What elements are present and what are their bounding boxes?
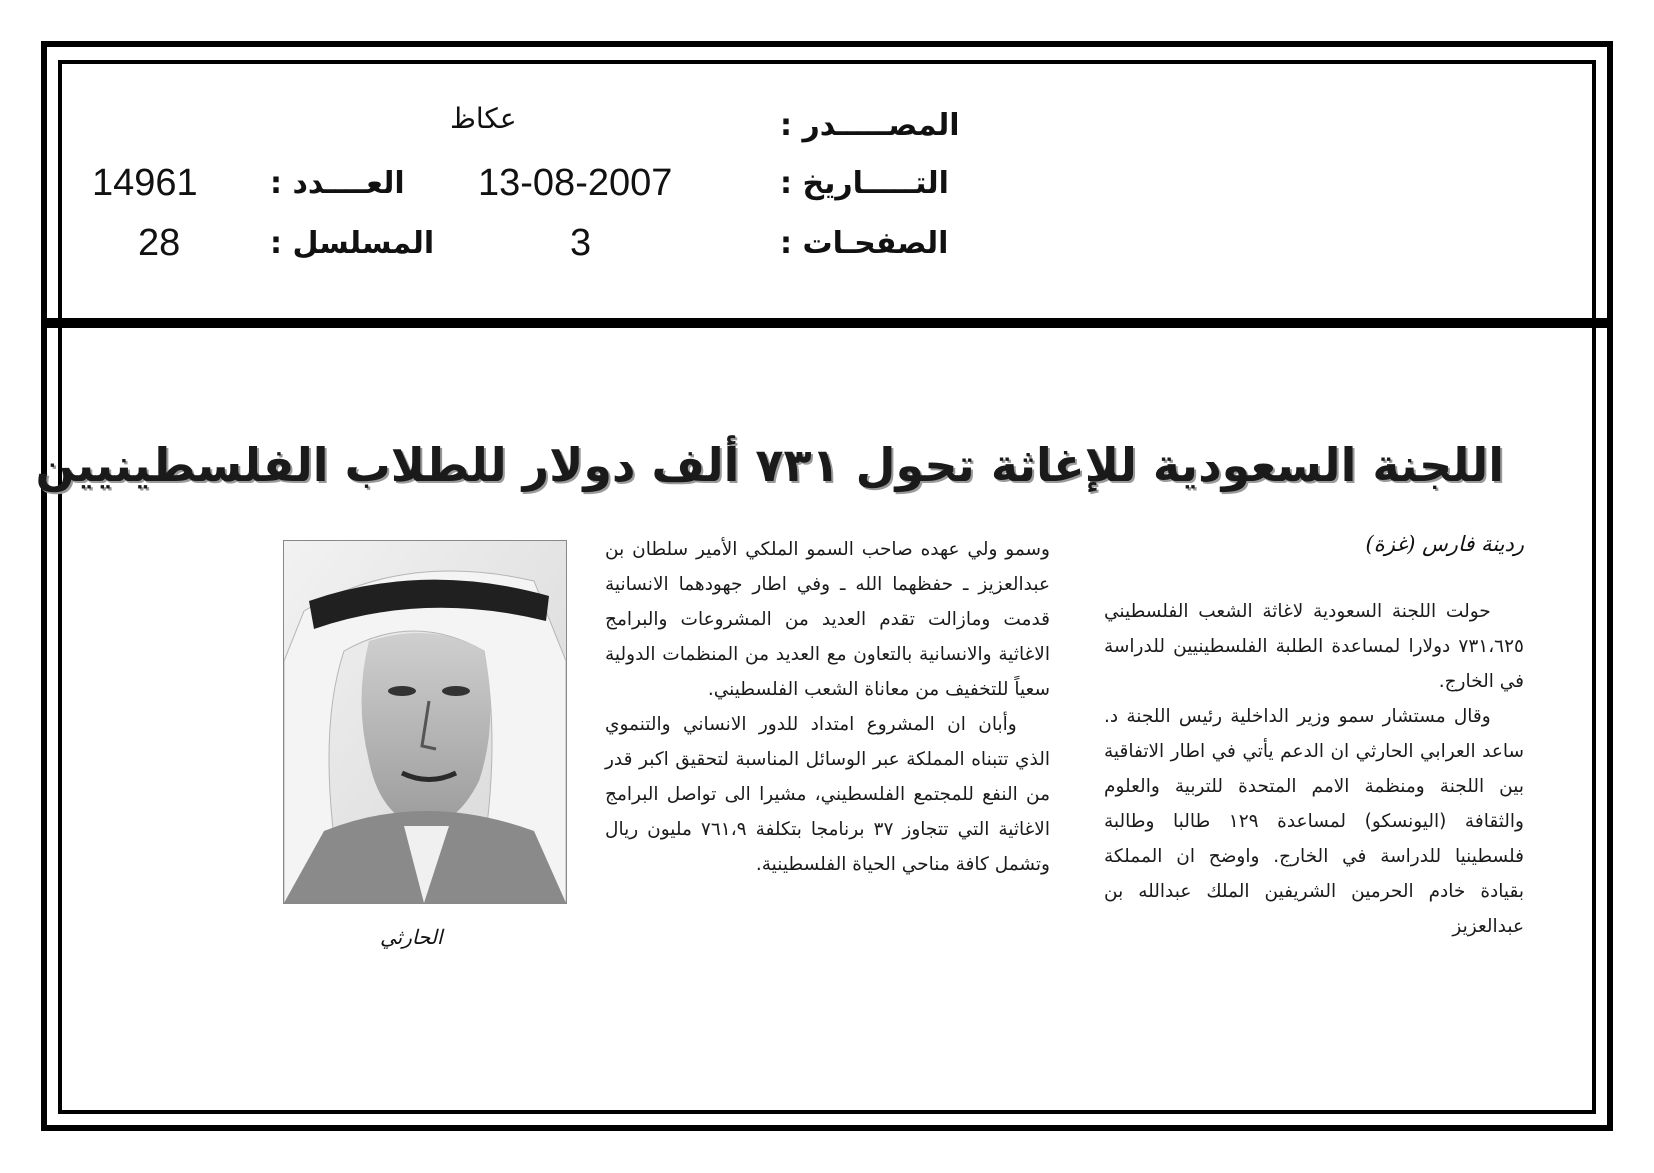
article-column-right <box>1104 594 1524 944</box>
date-label: التـــــاريخ : <box>780 166 949 201</box>
issue-label: العــــدد : <box>270 166 405 201</box>
pages-label: الصفحـات : <box>780 226 949 261</box>
article-headline: اللجنة السعودية للإغاثة تحول ٧٣١ ألف دولار للطلاب الفلسطينيين <box>35 438 1504 492</box>
article-paragraph: حولت اللجنة السعودية لاغاثة الشعب الفلسطيني ٧٣١،٦٢٥ دولارا لمساعدة الطلبة الفلسطينيين للدراسة في الخارج. <box>1104 601 1524 692</box>
pages-value: 3 <box>570 222 592 264</box>
photo-caption: الحارثي <box>380 925 443 949</box>
source-value: عكاظ <box>450 102 517 135</box>
header-separator <box>41 318 1613 328</box>
article-paragraph: وقال مستشار سمو وزير الداخلية رئيس اللجنة د. ساعد العرابي الحارثي ان الدعم يأتي في اطار الاتفاقية بين اللجنة ومنظمة الامم المتحدة للتربية والعلوم والثقافة (اليونسكو) لمساعدة ١٢٩ طالبا وطالبة فلسطينيا للدراسة في الخارج. واوضح ان المملكة بقيادة خادم الحرمين الشريفين الملك عبدالله بن عبدالعزيز <box>1104 706 1524 937</box>
date-value: 13-08-2007 <box>478 162 673 204</box>
article-byline: ردينة فارس (غزة) <box>1365 532 1524 556</box>
article-column-left <box>605 532 1050 882</box>
source-label: المصـــــدر : <box>780 108 960 143</box>
article-paragraph: وأبان ان المشروع امتداد للدور الانساني والتنموي الذي تتبناه المملكة عبر الوسائل المناسبة لتحقيق اكبر قدر من النفع للمجتمع الفلسطيني، مشيرا الى تواصل البرامج الاغاثية التي تتجاوز ٣٧ برنامجا بتكلفة ٧٦١،٩ مليون ريال وتشمل كافة مناحي الحياة الفلسطينية. <box>605 714 1050 875</box>
serial-value: 28 <box>138 222 181 264</box>
article-paragraph: وسمو ولي عهده صاحب السمو الملكي الأمير سلطان بن عبدالعزيز ـ حفظهما الله ـ وفي اطار جهودهما الانسانية قدمت ومازالت تقدم العديد من المشروعات والبرامج الاغاثية والانسانية بالتعاون مع العديد من المنظمات الدولية سعياً للتخفيف من معاناة الشعب الفلسطيني. <box>605 539 1050 700</box>
portrait-photo <box>283 540 567 904</box>
issue-value: 14961 <box>92 162 198 204</box>
serial-label: المسلسل : <box>270 226 435 261</box>
